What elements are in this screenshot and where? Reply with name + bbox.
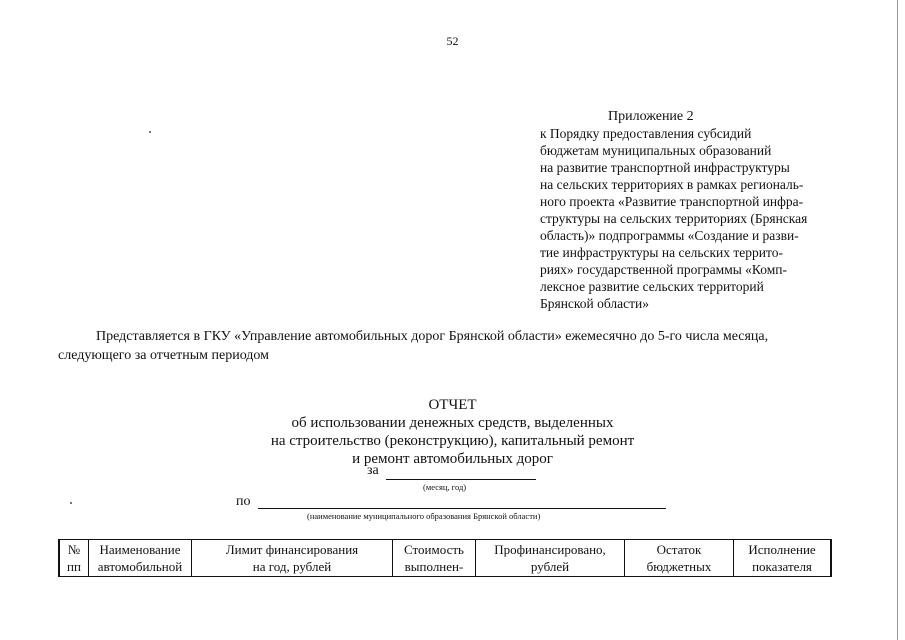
- page-number: 52: [446, 34, 459, 48]
- table-header-cell: [89, 540, 192, 577]
- appendix-line: структуры на сельских территориях (Брянская: [540, 211, 808, 226]
- period-caption: (месяц, год): [423, 482, 467, 492]
- table-header-cell: [192, 540, 393, 577]
- appendix-line: ного проекта «Развитие транспортной инфра-: [540, 194, 804, 209]
- table-header-cell: [59, 540, 89, 577]
- appendix-line: лексное развитие сельских территорий: [540, 279, 764, 294]
- header-text: показателя: [752, 559, 812, 574]
- table-header-cell: [625, 540, 734, 577]
- organization-field[interactable]: [258, 508, 666, 509]
- scan-speck: [149, 131, 151, 133]
- table-header-cell: [393, 540, 476, 577]
- instruction-line: следующего за отчетным периодом: [58, 348, 270, 363]
- header-text: рублей: [530, 559, 570, 574]
- table-header-cell: [476, 540, 625, 577]
- header-text: №: [67, 542, 81, 557]
- header-text: Остаток: [656, 542, 702, 557]
- period-field[interactable]: [386, 479, 536, 480]
- report-subtitle-line: на строительство (реконструкцию), капитальный ремонт: [270, 433, 635, 449]
- header-text: на год, рублей: [252, 559, 332, 574]
- appendix-title: Приложение 2: [608, 109, 694, 124]
- period-label: за: [367, 463, 379, 478]
- header-text: Исполнение: [748, 542, 816, 557]
- appendix-text: [540, 125, 807, 312]
- report-heading: [0, 396, 905, 468]
- organization-caption: (наименование муниципального образования Брянской области): [307, 511, 541, 521]
- report-subtitle-line: об использовании денежных средств, выделенных: [291, 415, 614, 431]
- appendix-line: на сельских территориях в рамках региональ-: [540, 177, 804, 192]
- header-text: пп: [67, 559, 81, 574]
- appendix-line: риях» государственной программы «Комп-: [540, 262, 788, 277]
- organization-label: по: [236, 494, 251, 509]
- header-text: Стоимость: [404, 542, 464, 557]
- report-subtitle-line: и ремонт автомобильных дорог: [352, 451, 553, 467]
- report-title: ОТЧЕТ: [428, 397, 477, 413]
- appendix-line: область)» подпрограммы «Создание и разви-: [540, 228, 799, 243]
- appendix-line: к Порядку предоставления субсидий: [540, 126, 752, 141]
- table-header-row: [59, 540, 831, 577]
- instruction-line: Представляется в ГКУ «Управление автомобильных дорог Брянской области» ежемесячно до 5-го числа месяца,: [96, 329, 769, 344]
- header-text: выполнен-: [404, 559, 464, 574]
- header-text: автомобильной: [97, 559, 183, 574]
- appendix-line: на развитие транспортной инфраструктуры: [540, 160, 790, 175]
- appendix-line: Брянской области»: [540, 296, 650, 311]
- header-text: Профинансировано,: [494, 542, 606, 557]
- appendix-line: тие инфраструктуры на сельских террито-: [540, 245, 783, 260]
- appendix-line: бюджетам муниципальных образований: [540, 143, 772, 158]
- scan-speck: [70, 502, 72, 504]
- header-text: бюджетных: [646, 559, 712, 574]
- table-header-cell: [734, 540, 832, 577]
- scan-edge-line: [897, 0, 898, 640]
- header-text: Наименование: [99, 542, 181, 557]
- submission-instruction: [58, 327, 858, 365]
- report-table: [58, 539, 832, 577]
- header-text: Лимит финансирования: [225, 542, 359, 557]
